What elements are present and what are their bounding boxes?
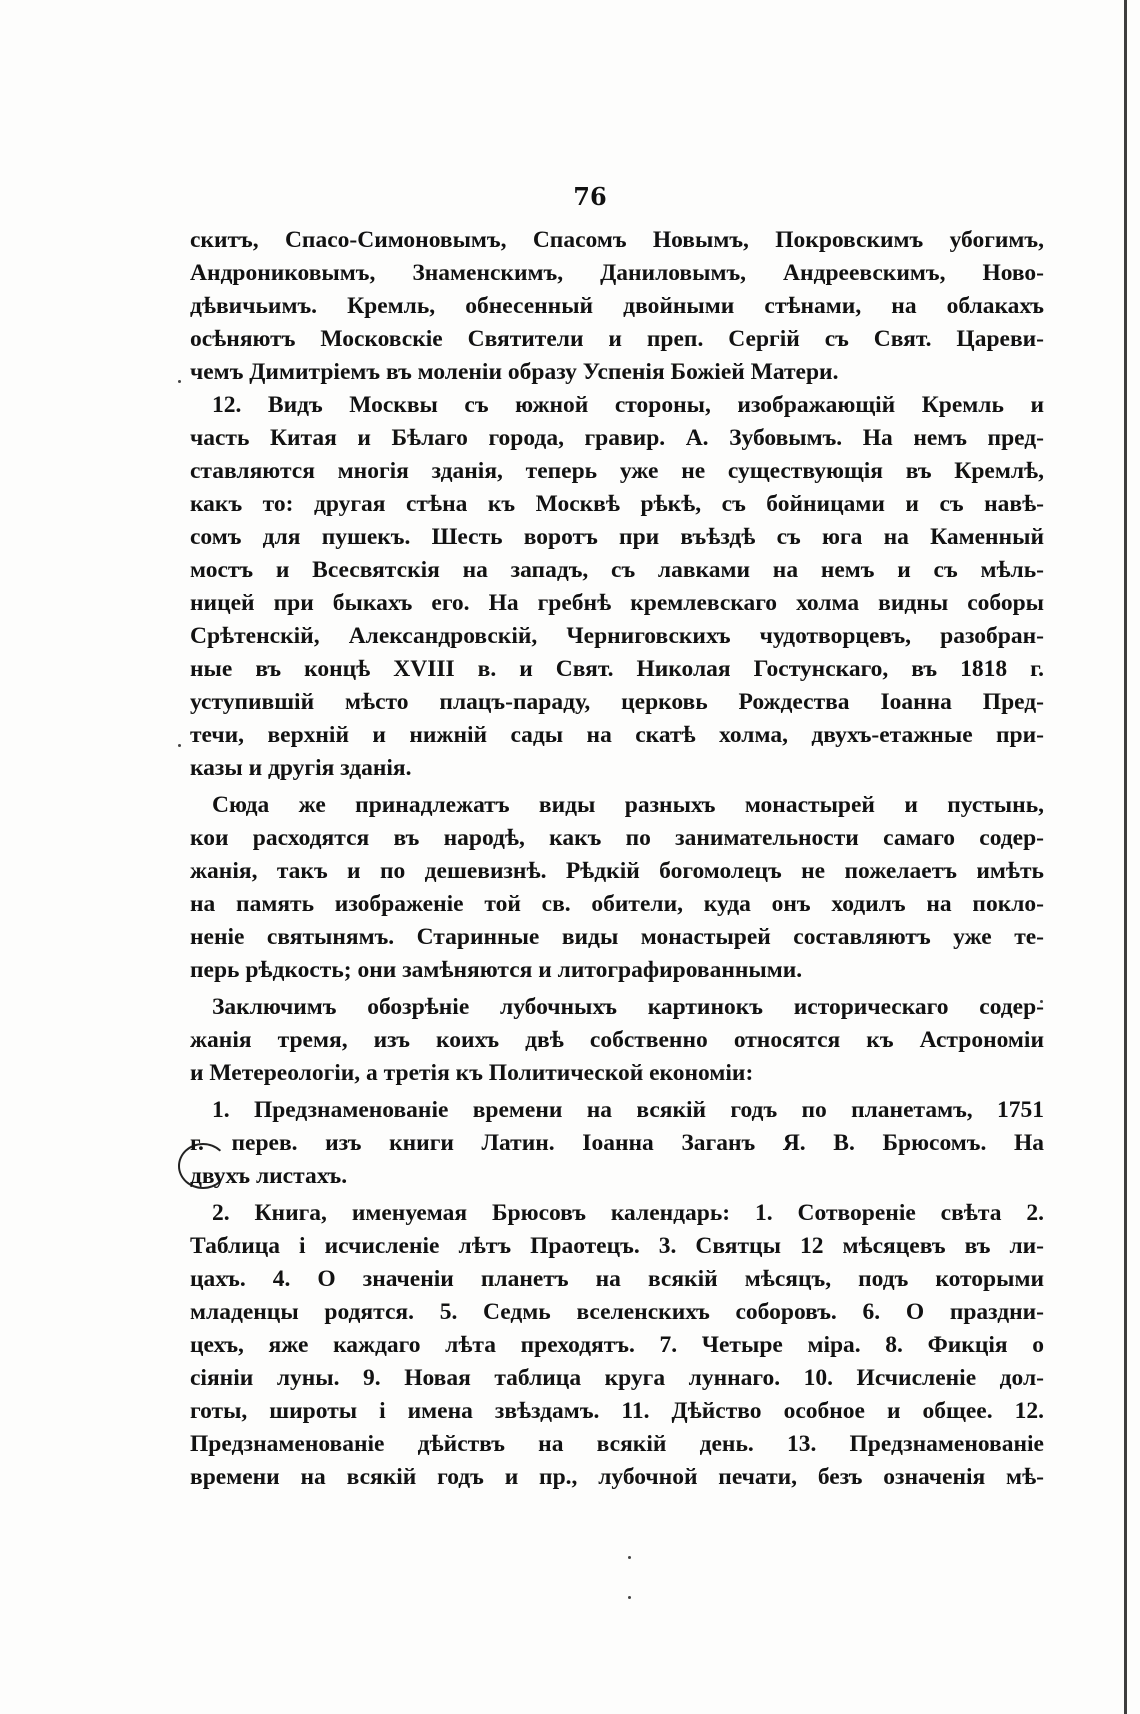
text-line: ные въ концѣ XVIII в. и Свят. Николая Гостунскаго, въ 1818 г. (190, 656, 1044, 682)
text-line: 1. Предзнаменованіе времени на всякій годъ по планетамъ, 1751 (212, 1097, 1044, 1123)
text-line: скитъ, Спасо-Симоновымъ, Спасомъ Новымъ, Покровскимъ убогимъ, (190, 227, 1044, 253)
paragraph-item-12 (190, 389, 1044, 785)
text-line: осѣняютъ Московскіе Святители и преп. Сергій съ Свят. Цареви- (190, 326, 1044, 352)
page-number: 76 (573, 182, 607, 211)
text-line: сіяніи луны. 9. Новая таблица круга луннаго. 10. Исчисленіе дол- (190, 1365, 1044, 1391)
text-line: какъ то: другая стѣна къ Москвѣ рѣкѣ, съ бойницами и съ навѣ- (190, 491, 1044, 517)
text-line: течи, верхній и нижній сады на скатѣ холма, двухъ-етажные при- (190, 722, 1044, 748)
text-line: г. перев. изъ книги Латин. Іоанна Заганъ Я. В. Брюсомъ. На (190, 1130, 1044, 1156)
text-line: ницей при быкахъ его. На гребнѣ кремлевскаго холма видны соборы (190, 590, 1044, 616)
paragraph-conclusion (190, 991, 1044, 1090)
text-line: дѣвичьимъ. Кремль, обнесенный двойными стѣнами, на облакахъ (190, 293, 1044, 319)
speck (178, 744, 181, 747)
text-line: Срѣтенскій, Александровскій, Черниговскихъ чудотворцевъ, разобран- (190, 623, 1044, 649)
paragraph-monastery-views (190, 789, 1044, 987)
text-line: мостъ и Всесвятскія на западъ, съ лавками на немъ и съ мѣль- (190, 557, 1044, 583)
text-line: 2. Книга, именуемая Брюсовъ календарь: 1. Сотвореніе свѣта 2. (212, 1200, 1044, 1226)
text-line: готы, широты і имена звѣздамъ. 11. Дѣйство особное и общее. 12. (190, 1398, 1044, 1424)
text-line: жанія тремя, изъ коихъ двѣ собственно относятся къ Астрономіи (190, 1027, 1044, 1053)
text-line: Андрониковымъ, Знаменскимъ, Даниловымъ, Андреевскимъ, Ново- (190, 260, 1044, 286)
text-line: жанія, такъ и по дешевизнѣ. Рѣдкій богомолецъ не пожелаетъ имѣть (190, 858, 1044, 884)
paragraph-item-2 (190, 1197, 1044, 1494)
text-line: младенцы родятся. 5. Седмь вселенскихъ соборовъ. 6. О праздни- (190, 1299, 1044, 1325)
text-line: Сюда же принадлежатъ виды разныхъ монастырей и пустынь, (212, 792, 1044, 818)
text-line: и Метереологіи, а третія къ Политической економіи: (190, 1060, 754, 1086)
speck (628, 1596, 631, 1599)
text-line: цахъ. 4. О значеніи планетъ на всякій мѣсяцъ, подъ которыми (190, 1266, 1044, 1292)
speck (628, 1556, 631, 1559)
text-line: Таблица і исчисленіе лѣтъ Праотецъ. 3. Святцы 12 мѣсяцевъ въ ли- (190, 1233, 1044, 1259)
text-line: на память изображеніе той св. обители, куда онъ ходилъ на покло- (190, 891, 1044, 917)
text-line: казы и другія зданія. (190, 755, 412, 781)
text-line: Предзнаменованіе дѣйствъ на всякій день. 13. Предзнаменованіе (190, 1431, 1044, 1457)
text-line: перь рѣдкость; они замѣняются и литографированными. (190, 957, 803, 983)
body-text (190, 224, 1044, 1494)
text-line: уступившій мѣсто плацъ-параду, церковь Рождества Іоанна Пред- (190, 689, 1044, 715)
text-line: сомъ для пушекъ. Шесть воротъ при въѣздѣ съ юга на Каменный (190, 524, 1044, 550)
text-line: часть Китая и Бѣлаго города, гравир. А. Зубовымъ. На немъ пред- (190, 425, 1044, 451)
text-line: 12. Видъ Москвы съ южной стороны, изображающій Кремль и (212, 392, 1044, 418)
text-line: цехъ, яже каждаго лѣта преходятъ. 7. Четыре міра. 8. Фикція о (190, 1332, 1044, 1358)
text-line: двухъ листахъ. (190, 1163, 348, 1189)
text-line: ставляются многія зданія, теперь уже не существующія въ Кремлѣ, (190, 458, 1044, 484)
speck (178, 380, 181, 383)
text-line: Заключимъ обозрѣніе лубочныхъ картинокъ историческаго содер- (212, 994, 1044, 1020)
text-line: неніе святынямъ. Старинные виды монастырей составляютъ уже те- (190, 924, 1044, 950)
text-line: кои расходятся въ народѣ, какъ по занимательности самаго содер- (190, 825, 1044, 851)
paragraph-monasteries-list (190, 224, 1044, 389)
page-edge-line (1124, 0, 1127, 1714)
text-line: времени на всякій годъ и пр., лубочной печати, безъ означенія мѣ- (190, 1464, 1044, 1490)
paragraph-item-1 (190, 1094, 1044, 1193)
text-line: чемъ Димитріемъ въ моленіи образу Успенія Божіей Матери. (190, 359, 839, 385)
